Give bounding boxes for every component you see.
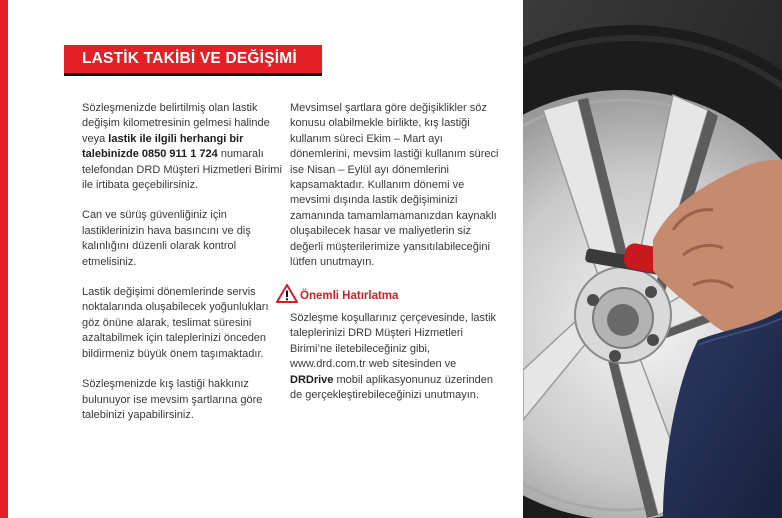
section-heading-banner	[64, 45, 322, 76]
paragraph-notice-tail: mobil aplikasyonunuz üzerinden de gerçekleştirebileceğinizi unutmayın.	[290, 373, 494, 401]
paragraph-notice	[290, 311, 500, 403]
paragraph-seasonal: Mevsimsel şartlara göre değişiklikler söz konusu olabilmekle birlikte, kış lastiği kullanım süreci Ekim – Mart ayı dönemlerini, mevsim lastiği kullanım süreci ise Nisan – Eylül ayı dönemlerini kapsamaktadır. Kullanım dönemi ve mevsimi dışında lastik değişiminizi zamanında tamamlamamanızdan kaynaklı oluşabilecek hasar ve maliyetlerin siz değerli müşterilerimize yansıtılabileceğini lütfen unutmayın.	[290, 102, 499, 269]
paragraph-winter-tire: Sözleşmenizde kış lastiği hakkınız bulunuyor ise mevsim şartlarına göre talebinizi yapabilirsiniz.	[82, 378, 263, 421]
section-heading: LASTİK TAKİBİ VE DEĞİŞİMİ	[82, 50, 297, 67]
paragraph-safety: Can ve sürüş güvenliğiniz için lastiklerinizin hava basıncını ve diş kalınlığını düzenli olarak kontrol etmelisiniz.	[82, 209, 251, 268]
paragraph-contact-text: Sözleşmenizde belirtilmiş olan lastik değişim kilometresinin gelmesi halinde veya	[82, 102, 270, 145]
text-column-right	[290, 101, 500, 418]
paragraph-contact	[82, 101, 282, 193]
left-accent-bar	[0, 0, 8, 518]
notice-header	[276, 284, 486, 308]
app-name: DRDrive	[290, 373, 334, 386]
paragraph-contact-bold: lastik ile ilgili herhangi bir talebinizde 0850 911 1 724	[82, 132, 244, 161]
tire-change-photo	[523, 0, 782, 518]
paragraph-contact-tail: numaralı telefondan DRD Müşteri Hizmetleri Birimi ile irtibata geçebilirsiniz.	[82, 148, 282, 192]
warning-icon	[276, 284, 298, 308]
paragraph-notice-text: Sözleşme koşullarınız çerçevesinde, lastik taleplerinizi DRD Müşteri Hizmetleri Birimi’ne iletebileceğiniz gibi, www.drd.com.tr web sitesinden ve	[290, 311, 497, 371]
paragraph-service: Lastik değişimi dönemlerinde servis noktalarında oluşabilecek yoğunlukları göz önüne alarak, teslimat süresini azaltabilmek için taleplerinizi önceden bildirmeniz büyük önem taşımaktadır.	[82, 286, 269, 360]
text-column-left	[82, 101, 282, 438]
notice-title: Önemli Hatırlatma	[300, 289, 399, 302]
